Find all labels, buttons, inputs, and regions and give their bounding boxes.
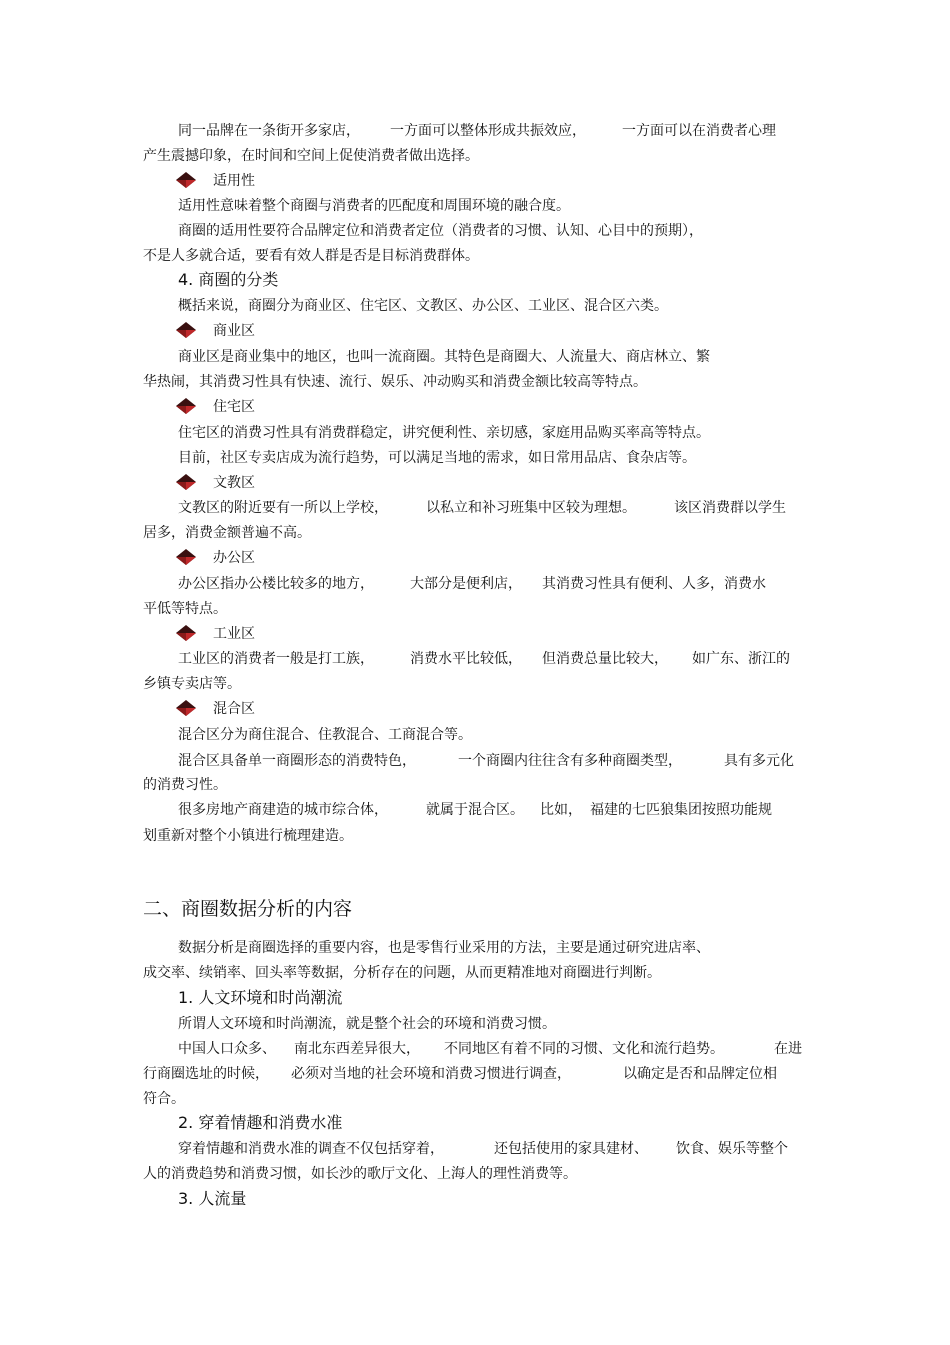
- diamond-bullet-icon: [176, 172, 196, 188]
- paragraph-line: 所谓人文环境和时尚潮流，就是整个社会的环境和消费习惯。: [178, 1016, 556, 1032]
- section-heading: 4. 商圈的分类: [178, 270, 279, 289]
- paragraph-line: 符合。: [143, 1091, 185, 1107]
- bullet-label: 工业区: [213, 626, 255, 642]
- paragraph-line: 商圈的适用性要符合品牌定位和消费者定位（消费者的习惯、认知、心目中的预期），: [178, 223, 703, 239]
- bullet-label: 混合区: [213, 701, 255, 717]
- paragraph-line: 不是人多就合适，要看有效人群是否是目标消费群体。: [143, 248, 479, 264]
- diamond-bullet-icon: [176, 549, 196, 565]
- paragraph-line: 商业区是商业集中的地区，也叫一流商圈。其特色是商圈大、人流量大、商店林立、繁: [178, 349, 710, 365]
- paragraph-line: 人的消费趋势和消费习惯，如长沙的歌厅文化、上海人的理性消费等。: [143, 1166, 577, 1182]
- bullet-label: 住宅区: [213, 399, 255, 415]
- bullet-label: 商业区: [213, 323, 255, 339]
- bullet-label: 办公区: [213, 550, 255, 566]
- bullet-label: 适用性: [213, 173, 255, 189]
- chapter-heading: 二、商圈数据分析的内容: [143, 898, 353, 920]
- paragraph-line: 乡镇专卖店等。: [143, 676, 241, 692]
- diamond-bullet-icon: [176, 625, 196, 641]
- paragraph-line: 平低等特点。: [143, 601, 227, 617]
- paragraph-line: 概括来说，商圈分为商业区、住宅区、文教区、办公区、工业区、混合区六类。: [178, 298, 668, 314]
- paragraph-line: 划重新对整个小镇进行梳理建造。: [143, 828, 353, 844]
- paragraph-line: 混合区分为商住混合、住教混合、工商混合等。: [178, 727, 472, 743]
- paragraph-line: 华热闹，其消费习性具有快速、流行、娱乐、冲动购买和消费金额比较高等特点。: [143, 374, 647, 390]
- diamond-bullet-icon: [176, 474, 196, 490]
- diamond-bullet-icon: [176, 700, 196, 716]
- paragraph-line: 住宅区的消费习性具有消费群稳定，讲究便利性、亲切感，家庭用品购买率高等特点。: [178, 425, 710, 441]
- section-heading: 3. 人流量: [178, 1189, 247, 1208]
- paragraph-line: 成交率、续销率、回头率等数据，分析存在的问题，从而更精准地对商圈进行判断。: [143, 965, 661, 981]
- paragraph-line: 居多，消费金额普遍不高。: [143, 525, 311, 541]
- paragraph-line: 适用性意味着整个商圈与消费者的匹配度和周围环境的融合度。: [178, 198, 570, 214]
- bullet-label: 文教区: [213, 475, 255, 491]
- diamond-bullet-icon: [176, 322, 196, 338]
- paragraph-line: 产生震撼印象，在时间和空间上促使消费者做出选择。: [143, 148, 479, 164]
- paragraph-line: 的消费习性。: [143, 777, 227, 793]
- section-heading: 2. 穿着情趣和消费水准: [178, 1113, 343, 1132]
- paragraph-line: 数据分析是商圈选择的重要内容，也是零售行业采用的方法，主要是通过研究进店率、: [178, 940, 710, 956]
- diamond-bullet-icon: [176, 398, 196, 414]
- paragraph-line: 目前，社区专卖店成为流行趋势，可以满足当地的需求，如日常用品店、食杂店等。: [178, 450, 696, 466]
- section-heading: 1. 人文环境和时尚潮流: [178, 988, 343, 1007]
